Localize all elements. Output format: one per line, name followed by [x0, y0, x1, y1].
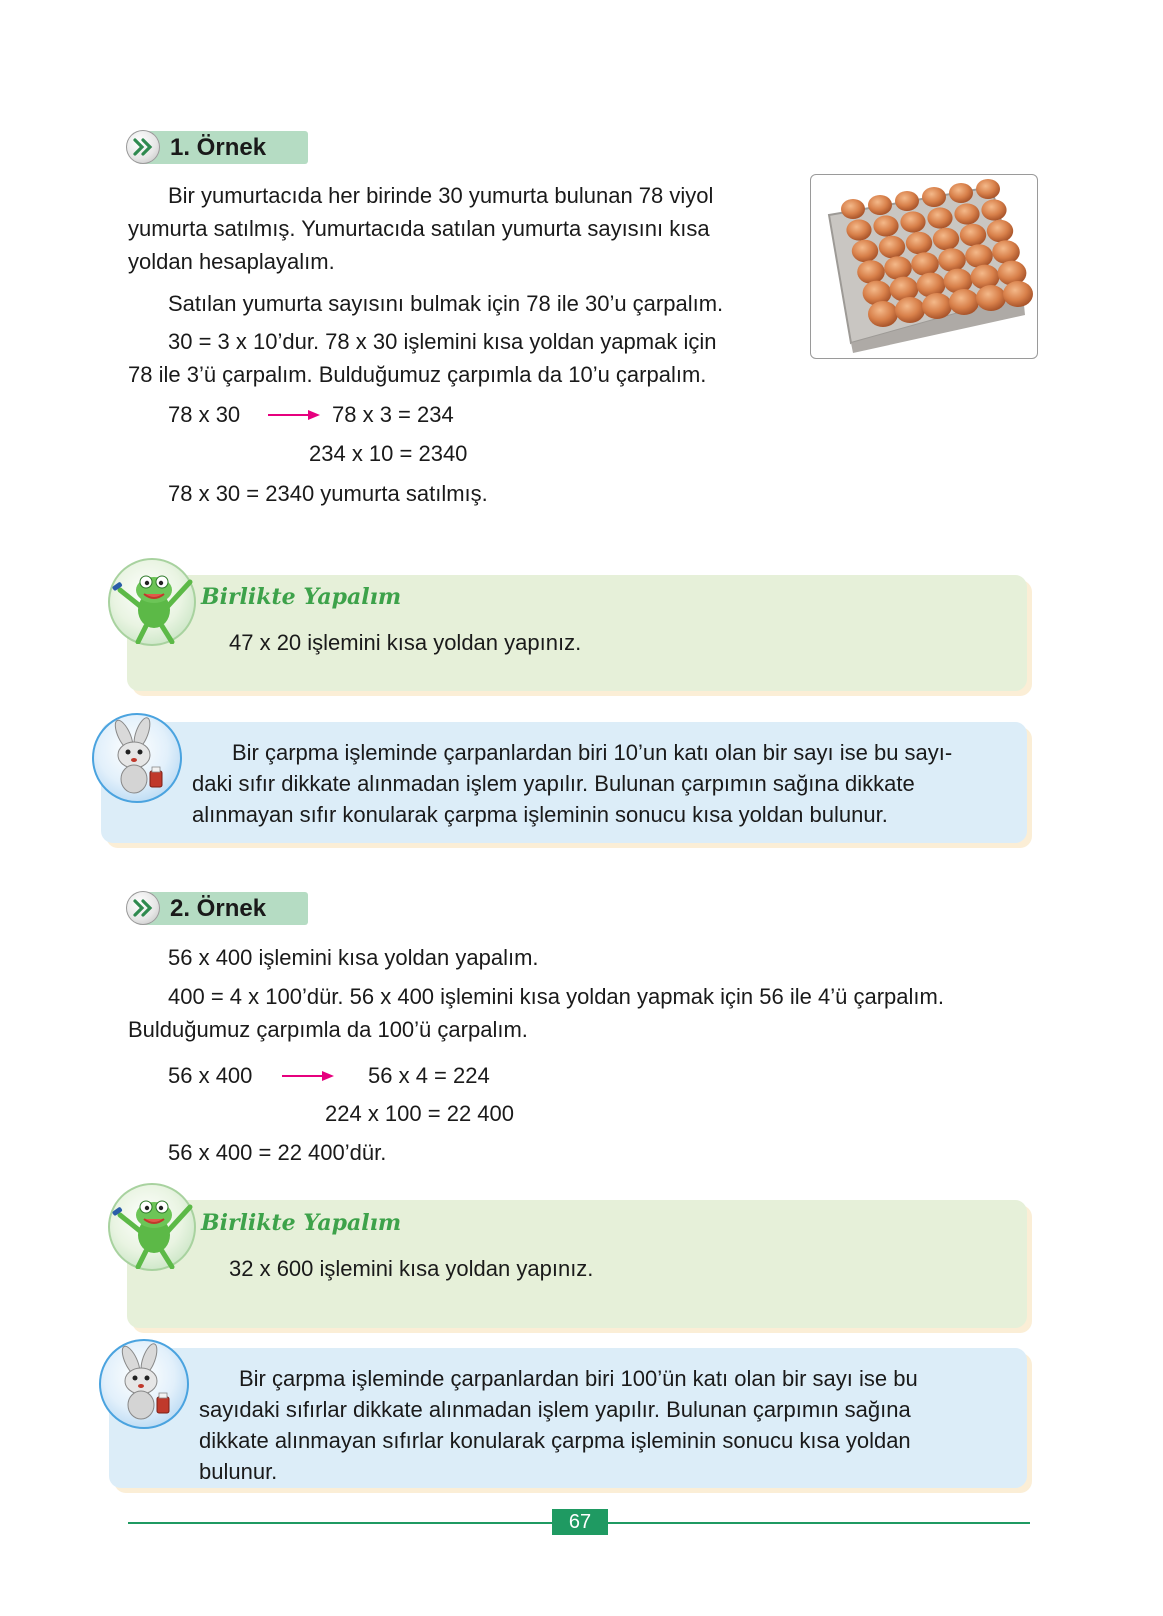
together-title-1: Birlikte Yapalım: [201, 584, 402, 610]
egg: [1003, 281, 1033, 307]
text-line: 78 ile 3’ü çarpalım. Bulduğumuz çarpımla da 10’u çarpalım.: [128, 362, 707, 387]
egg: [868, 301, 898, 327]
egg: [965, 244, 993, 268]
egg: [987, 220, 1013, 242]
example1-paragraph1: [128, 179, 770, 278]
example1-calc-left: 78 x 30: [168, 402, 241, 427]
egg: [857, 260, 885, 284]
frog-mascot-drawing: [110, 560, 194, 644]
egg: [922, 187, 946, 207]
egg: [841, 199, 865, 219]
example2-heading: 2. Örnek: [170, 895, 267, 922]
text-line: alınmayan sıfır konularak çarpma işleminin sonucu kısa yoldan bulunur.: [192, 802, 888, 827]
together-task-2: 32 x 600 işlemini kısa yoldan yapınız.: [229, 1256, 594, 1281]
example2-paragraph2: [128, 980, 1033, 1046]
egg-tray-illustration: [811, 175, 1037, 358]
frog-mascot-icon: [108, 558, 196, 646]
egg: [852, 240, 878, 262]
footer-rule-left: [128, 1522, 552, 1524]
egg: [895, 297, 925, 323]
text-line: dikkate alınmayan sıfırlar konularak çarpma işleminin sonucu kısa yoldan: [199, 1428, 911, 1453]
together-task-1: 47 x 20 işlemini kısa yoldan yapınız.: [229, 630, 582, 655]
text-line: Bir çarpma işleminde çarpanlardan biri 10’un katı olan bir sayı ise bu sayı-: [232, 740, 953, 765]
footer-rule-right: [608, 1522, 1030, 1524]
egg: [879, 236, 905, 258]
page-number: 67: [552, 1509, 608, 1535]
egg: [922, 293, 952, 319]
egg: [873, 215, 898, 236]
example2-calc-left: 56 x 400: [168, 1063, 253, 1088]
example2-paragraph1: 56 x 400 işlemini kısa yoldan yapalım.: [168, 945, 539, 970]
egg: [938, 248, 966, 272]
egg: [981, 199, 1006, 220]
text-line: yoldan hesaplayalım.: [128, 249, 335, 274]
double-chevron-icon-glyph: [126, 130, 160, 164]
double-chevron-icon: [126, 130, 160, 164]
text-line: Bir çarpma işleminde çarpanlardan biri 100’ün katı olan bir sayı ise bu: [239, 1366, 918, 1391]
together-title-2: Birlikte Yapalım: [201, 1210, 402, 1236]
text-line: daki sıfır dikkate alınmadan işlem yapılır. Bulunan çarpımın sağına dikkate: [192, 771, 915, 796]
egg: [949, 183, 973, 203]
arrow-right-icon: [282, 1070, 334, 1082]
egg: [949, 289, 979, 315]
text-line: yumurta satılmış. Yumurtacıda satılan yumurta sayısını kısa: [128, 216, 710, 241]
text-line: 30 = 3 x 10’dur. 78 x 30 işlemini kısa yoldan yapmak için: [168, 329, 717, 354]
egg: [895, 191, 919, 211]
text-line: bulunur.: [199, 1459, 278, 1484]
egg: [884, 256, 912, 280]
egg: [846, 219, 871, 240]
egg: [927, 207, 952, 228]
egg: [954, 203, 979, 224]
frog-mascot-icon: [108, 1183, 196, 1271]
double-chevron-icon: [126, 891, 160, 925]
rabbit-mascot-drawing: [101, 1341, 187, 1427]
text-line: 400 = 4 x 100’dür. 56 x 400 işlemini kısa yoldan yapmak için 56 ile 4’ü çarpalım.: [168, 984, 944, 1009]
egg-tray-image: [810, 174, 1038, 359]
text-line: sayıdaki sıfırlar dikkate alınmadan işlem yapılır. Bulunan çarpımın sağına: [199, 1397, 911, 1422]
text-line: Bir yumurtacıda her birinde 30 yumurta bulunan 78 viyol: [168, 183, 714, 208]
example2-calc-step2: 224 x 100 = 22 400: [325, 1101, 514, 1126]
example2-result: 56 x 400 = 22 400’dür.: [168, 1140, 387, 1165]
rabbit-mascot-drawing: [94, 715, 180, 801]
rabbit-mascot-icon: [92, 713, 182, 803]
egg: [911, 252, 939, 276]
info-text-2: [199, 1363, 1019, 1487]
egg: [933, 228, 959, 250]
egg: [906, 232, 932, 254]
example1-heading: 1. Örnek: [170, 134, 267, 161]
info-text-1: [192, 737, 1018, 830]
egg: [992, 240, 1020, 264]
example1-result: 78 x 30 = 2340 yumurta satılmış.: [168, 481, 488, 506]
example1-calc-step1: 78 x 3 = 234: [332, 402, 454, 427]
example2-calc-step1: 56 x 4 = 224: [368, 1063, 490, 1088]
double-chevron-icon-glyph: [126, 891, 160, 925]
egg: [868, 195, 892, 215]
egg: [976, 179, 1000, 199]
rabbit-mascot-icon: [99, 1339, 189, 1429]
text-line: Bulduğumuz çarpımla da 100’ü çarpalım.: [128, 1017, 528, 1042]
frog-mascot-drawing: [110, 1185, 194, 1269]
example1-paragraph3: [128, 325, 770, 391]
egg: [976, 285, 1006, 311]
example1-calc-step2: 234 x 10 = 2340: [309, 441, 468, 466]
example1-paragraph2: Satılan yumurta sayısını bulmak için 78 ile 30’u çarpalım.: [168, 291, 724, 316]
egg: [900, 211, 925, 232]
arrow-right-icon: [268, 409, 320, 421]
egg: [960, 224, 986, 246]
